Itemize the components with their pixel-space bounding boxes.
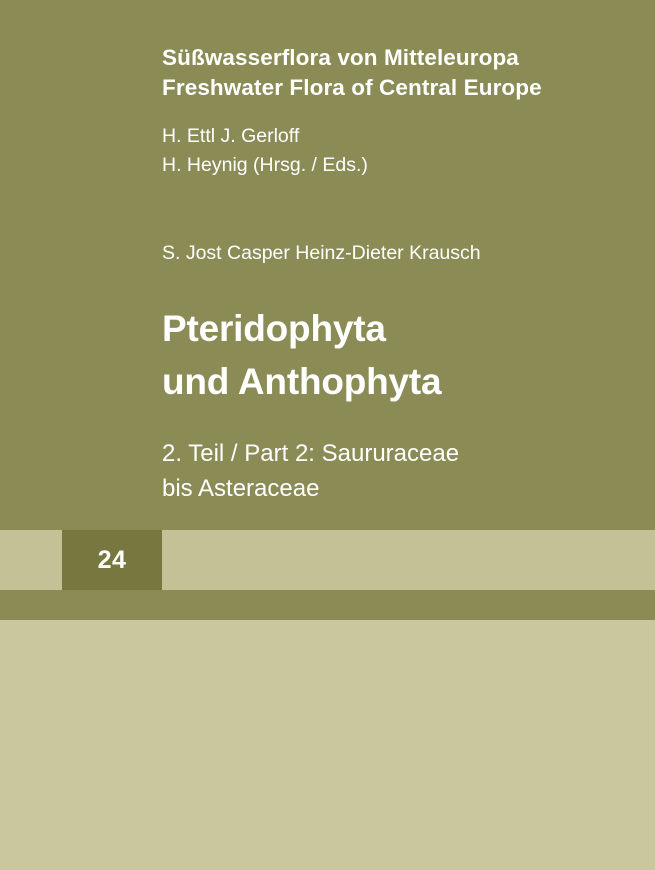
series-title-german: Süßwasserflora von Mitteleuropa [162, 45, 519, 70]
volume-number-box [62, 530, 162, 590]
series-title-english: Freshwater Flora of Central Europe [162, 75, 542, 100]
subtitle-line-1: 2. Teil / Part 2: Saururaceae [162, 440, 460, 467]
authors-line-1: S. Jost Casper Heinz-Dieter Krausch [162, 242, 481, 264]
cover-pale-field [0, 620, 655, 870]
series-title [162, 43, 542, 103]
title-line-2: und Anthophyta [162, 361, 442, 402]
title-line-1: Pteridophyta [162, 308, 386, 349]
editors-line-1: H. Ettl J. Gerloff [162, 125, 300, 147]
volume-number: 24 [97, 545, 127, 574]
page-title [162, 302, 441, 408]
page-subtitle [162, 436, 459, 506]
subtitle-line-2: bis Asteraceae [162, 475, 320, 502]
authors [162, 240, 481, 266]
editors-line-2: H. Heynig (Hrsg. / Eds.) [162, 154, 368, 176]
editors [162, 122, 368, 180]
cover-lower-olive-band [0, 590, 655, 620]
